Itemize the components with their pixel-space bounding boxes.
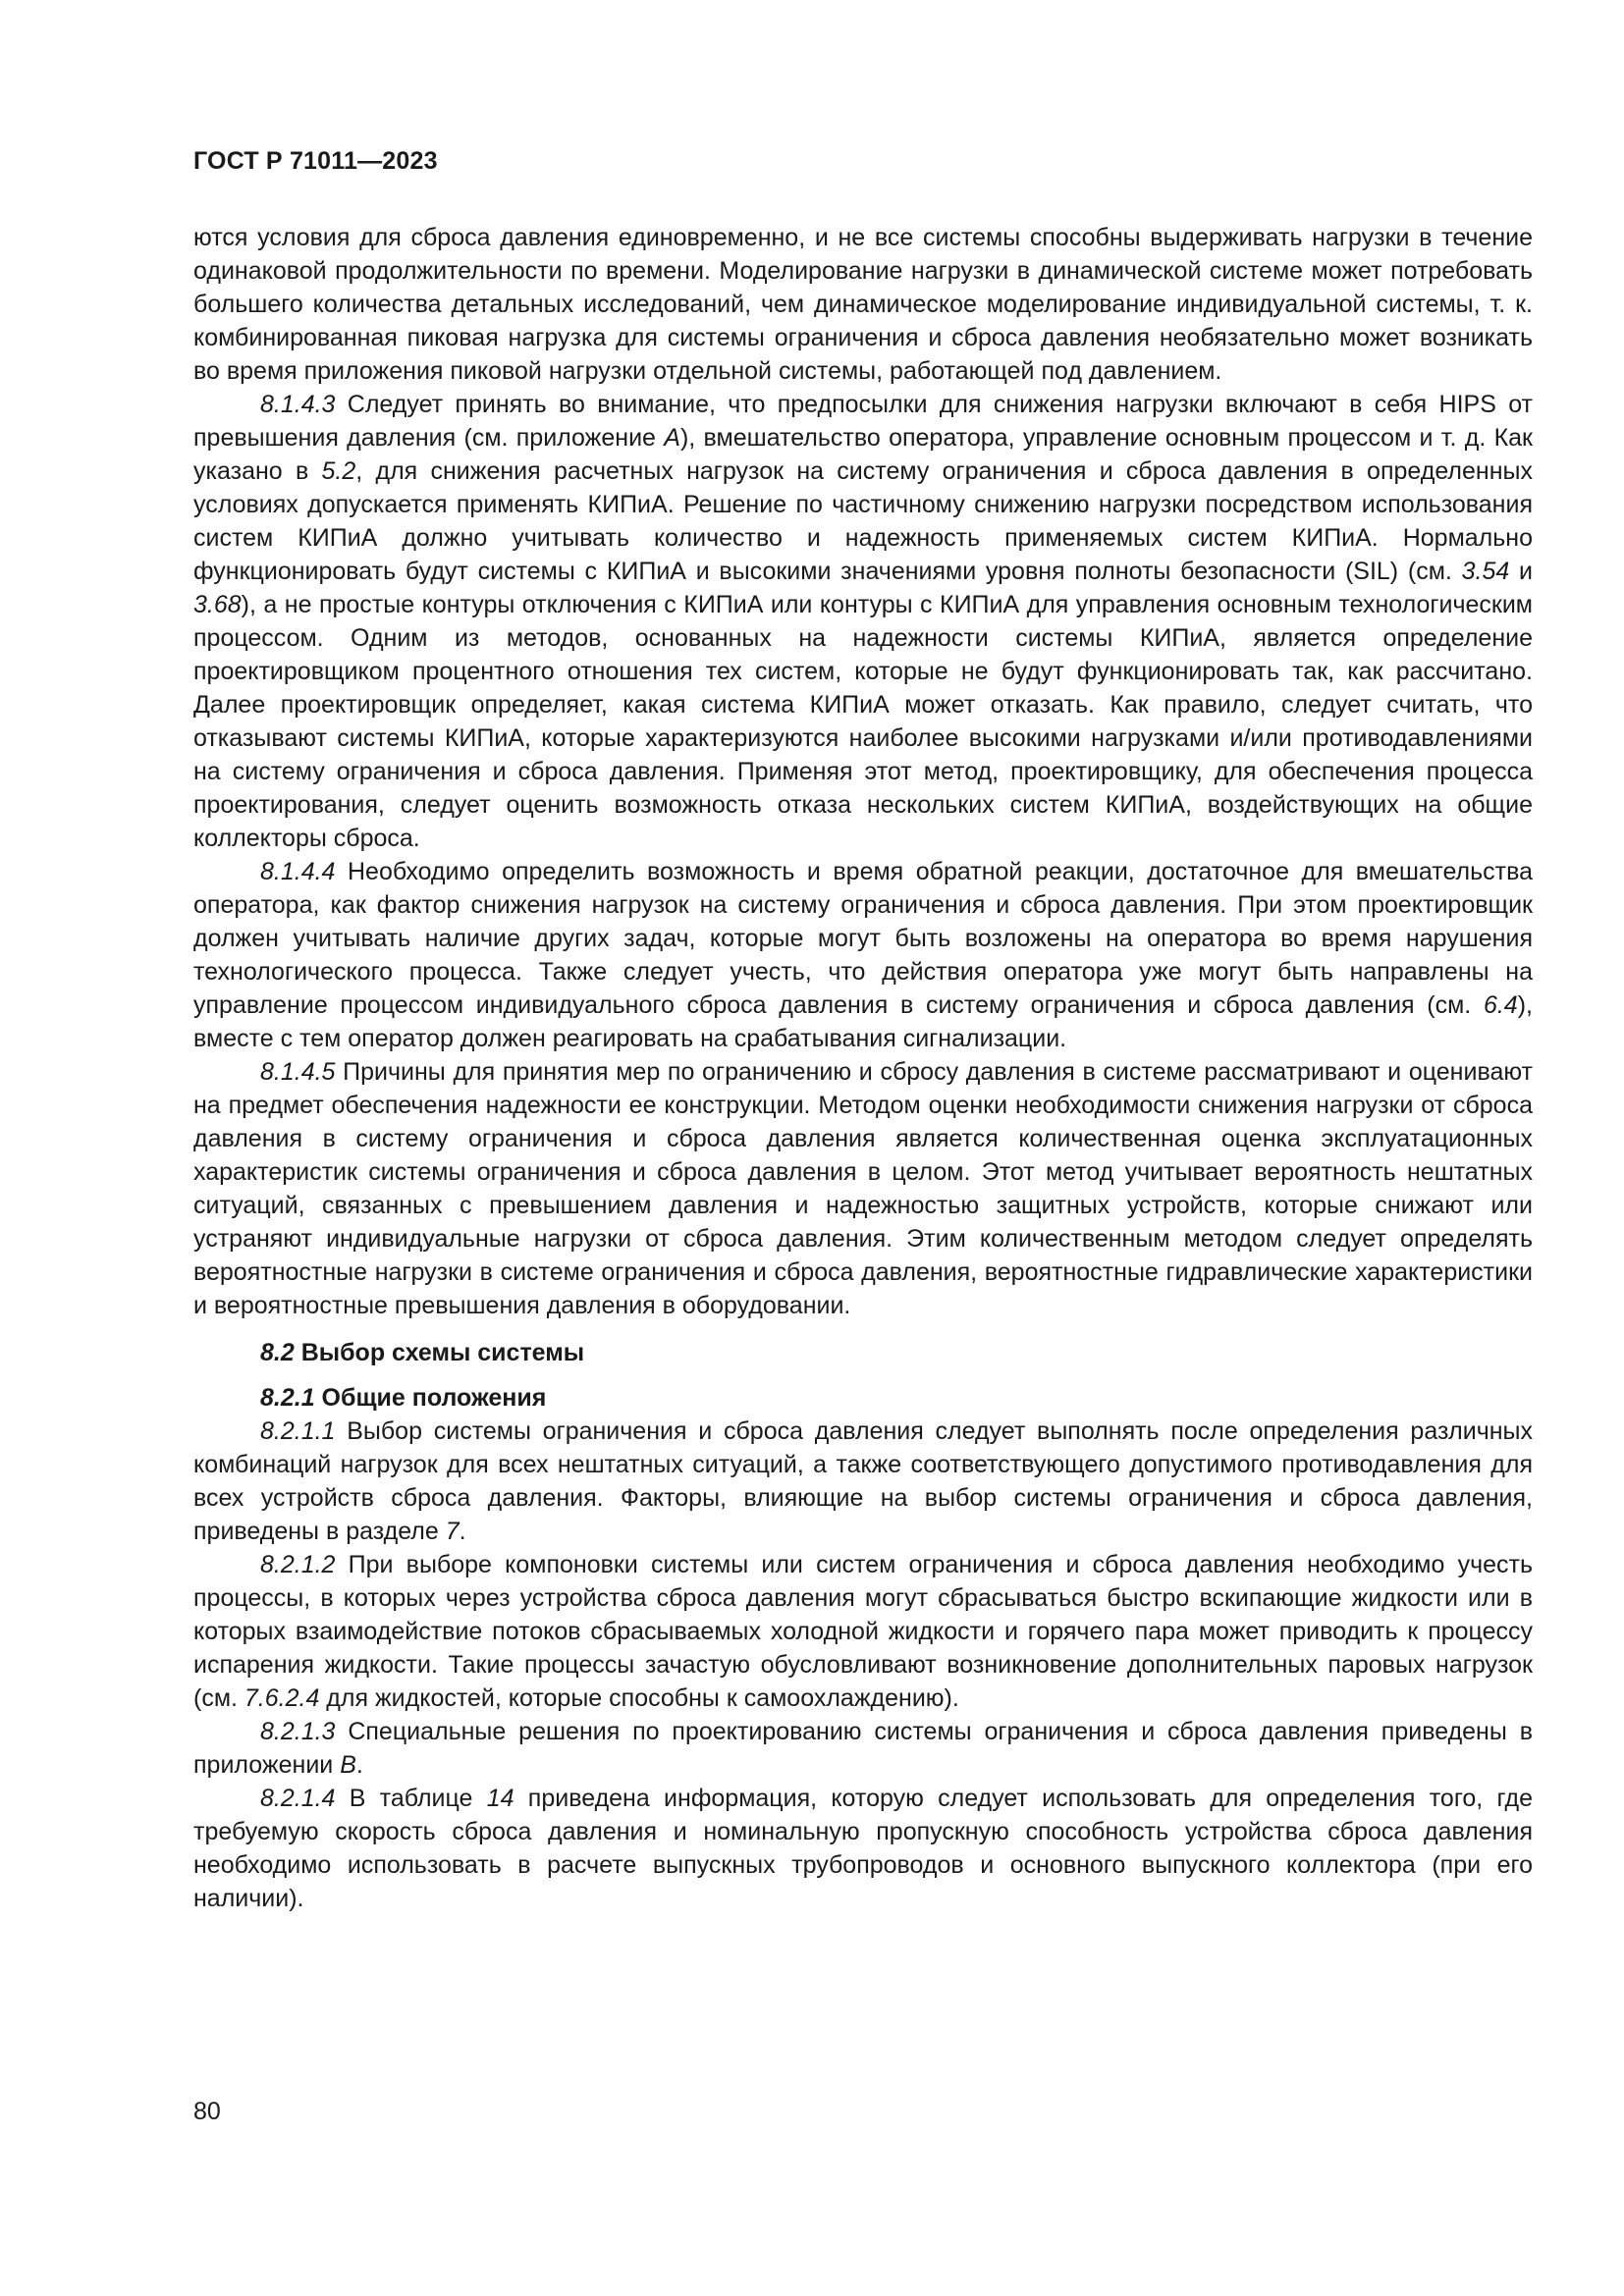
- cross-reference: 7: [445, 1518, 460, 1545]
- paragraph-8-2-1-4: 8.2.1.4 В таблице 14 приведена информация, которую следует использовать для определения того, где требуемую скорость сброса давления и номинальную пропускную способность устройства сброса давления необходимо использовать в расчете выпускных трубопроводов и основного выпускного коллектора (при его наличии).: [193, 1785, 1533, 1912]
- document-body: [193, 221, 1533, 1915]
- cross-reference: А: [664, 424, 680, 452]
- clause-number: 8.2.1.2: [260, 1551, 336, 1578]
- paragraph-8-1-4-3: 8.1.4.3 Следует принять во внимание, что предпосылки для снижения нагрузки включают в себя HIPS от превышения давления (см. приложение А), вмешательство оператора, управление основным процессом и т. д. Как указано в 5.2, для снижения расчетных нагрузок на систему ограничения и сброса давления в определенных условиях допускается применять КИПиА. Решение по частичному снижению нагрузки посредством использования систем КИПиА должно учитывать количество и надежность применяемых систем КИПиА. Нормально функционировать будут системы с КИПиА и высокими значениями уровня полноты безопасности (SIL) (см. 3.54 и 3.68), а не простые контуры отключения с КИПиА или контуры с КИПиА для управления основным технологическим процессом. Одним из методов, основанных на надежности системы КИПиА, является определение проектировщиком процентного отношения тех систем, которые не будут функционировать так, как рассчитано. Далее проектировщик определяет, какая система КИПиА может отказать. Как правило, следует считать, что отказывают системы КИПиА, которые характеризуются наиболее высокими нагрузками и/или противодавлениями на систему ограничения и сброса давления. Применяя этот метод, проектировщику, для обеспечения процесса проектирования, следует оценить возможность отказа нескольких систем КИПиА, воздействующих на общие коллекторы сброса.: [193, 391, 1534, 852]
- cross-reference: 5.2: [321, 457, 356, 485]
- clause-number: 8.2.1.4: [260, 1785, 336, 1812]
- clause-number: 8.1.4.3: [260, 391, 336, 418]
- cross-reference: 3.68: [193, 591, 242, 618]
- subsection-heading-8-2-1: 8.2.1 Общие положения: [260, 1384, 547, 1412]
- cross-reference: 6.4: [1483, 991, 1518, 1019]
- cross-reference: 3.54: [1461, 558, 1510, 585]
- cross-reference: В: [340, 1751, 356, 1779]
- paragraph-8-1-4-4: 8.1.4.4 Необходимо определить возможность и время обратной реакции, достаточное для вмешательства оператора, как фактор снижения нагрузок на систему ограничения и сброса давления. При этом проектировщик должен учитывать наличие других задач, которые могут быть возложены на оператора во время нарушения технологического процесса. Также следует учесть, что действия оператора уже могут быть направлены на управление процессом индивидуального сброса давления в систему ограничения и сброса давления (см. 6.4), вместе с тем оператор должен реагировать на срабатывания сигнализации.: [193, 858, 1533, 1052]
- page-number: 80: [193, 2098, 221, 2125]
- clause-number: 8.2.1.3: [260, 1718, 336, 1745]
- clause-number: 8.1.4.5: [260, 1058, 336, 1086]
- section-heading-8-2: 8.2 Выбор схемы системы: [260, 1339, 585, 1366]
- cross-reference: 14: [486, 1785, 514, 1812]
- paragraph-8-2-1-3: 8.2.1.3 Специальные решения по проектированию системы ограничения и сброса давления приведены в приложении В.: [193, 1718, 1533, 1779]
- paragraph-8-1-4-5: 8.1.4.5 Причины для принятия мер по ограничению и сбросу давления в системе рассматривают и оценивают на предмет обеспечения надежности ее конструкции. Методом оценки необходимости снижения нагрузки от сброса давления в систему ограничения и сброса давления является количественная оценка эксплуатационных характеристик системы ограничения и сброса давления в целом. Этот метод учитывает вероятность нештатных ситуаций, связанных с превышением давления и надежностью защитных устройств, которые снижают или устраняют индивидуальные нагрузки от сброса давления. Этим количественным методом следует определять вероятностные нагрузки в системе ограничения и сброса давления, вероятностные гидравлические характеристики и вероятностные превышения давления в оборудовании.: [193, 1058, 1533, 1319]
- paragraph-8-2-1-2: 8.2.1.2 При выборе компоновки системы или систем ограничения и сброса давления необходимо учесть процессы, в которых через устройства сброса давления могут сбрасываться быстро вскипающие жидкости или в которых взаимодействие потоков сбрасываемых холодной жидкости и горячего пара может приводить к процессу испарения жидкости. Такие процессы зачастую обусловливают возникновение дополнительных паровых нагрузок (см. 7.6.2.4 для жидкостей, которые способны к самоохлаждению).: [193, 1551, 1533, 1712]
- clause-number: 8.1.4.4: [260, 858, 336, 885]
- document-header: ГОСТ Р 71011—2023: [193, 147, 438, 175]
- clause-number: 8.2.1.1: [260, 1417, 336, 1445]
- paragraph-8-2-1-1: 8.2.1.1 Выбор системы ограничения и сброса давления следует выполнять после определения различных комбинаций нагрузок для всех нештатных ситуаций, а также соответствующего допустимого противодавления для всех устройств сброса давления. Факторы, влияющие на выбор системы ограничения и сброса давления, приведены в разделе 7.: [193, 1417, 1533, 1545]
- paragraph-continuation: ются условия для сброса давления единовременно, и не все системы способны выдерживать нагрузки в течение одинаковой продолжительности по времени. Моделирование нагрузки в динамической системе может потребовать большего количества детальных исследований, чем динамическое моделирование индивидуальной системы, т. к. комбинированная пиковая нагрузка для системы ограничения и сброса давления необязательно может возникать во время приложения пиковой нагрузки отдельной системы, работающей под давлением.: [193, 224, 1533, 385]
- cross-reference: 7.6.2.4: [244, 1684, 320, 1712]
